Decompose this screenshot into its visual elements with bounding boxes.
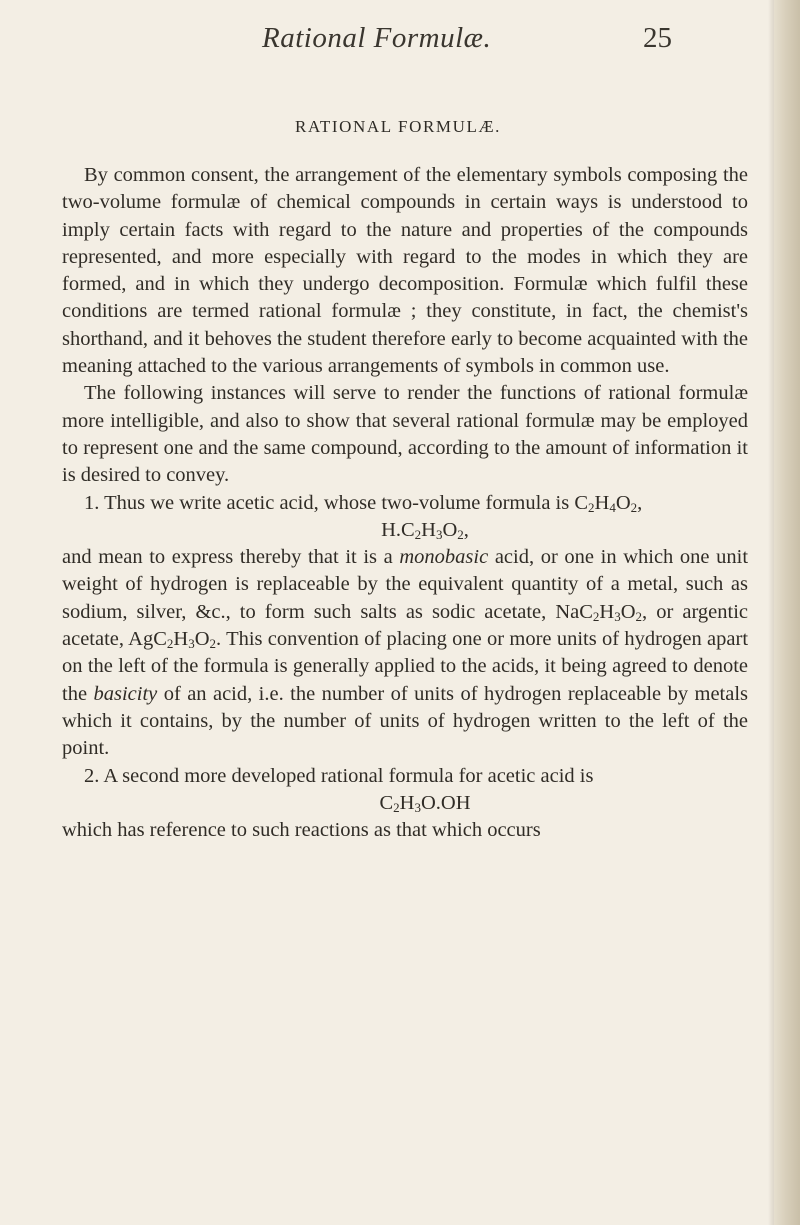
- running-head-title: Rational Formulæ.: [262, 22, 492, 54]
- paragraph-4: [62, 544, 748, 762]
- display-formula-2: $C_2H_3O.OH$: [379, 791, 471, 815]
- paragraph-3: [62, 490, 748, 517]
- paragraph-6: which has reference to such reactions as that which occurs: [62, 819, 541, 842]
- body-text: [62, 162, 748, 844]
- paragraph-3-text: 1. Thus we write acetic acid, whose two-volume formula is: [84, 491, 570, 514]
- paragraph-2: The following instances will serve to render the functions of rational formulæ more intelligible, and also to show that several rational formulæ may be employed to represent one and the same compound, according to the amount of information it is desired to convey.: [62, 382, 748, 487]
- page-edge: [774, 0, 800, 1225]
- inline-formula: $C_2H_4O_2$,: [574, 491, 643, 515]
- section-heading: RATIONAL FORMULÆ.: [295, 117, 502, 136]
- paragraph-4-text-c: of an acid, i.e. the number of units of hydrogen replaceable by metals which it contains, by the number of units of hydrogen written to the left of the point.: [62, 682, 749, 760]
- paragraph-1: By common consent, the arrangement of the elementary symbols composing the two-volume formulæ of chemical compounds in certain ways is understood to imply certain facts with regard to the nature and properties of the compounds represented, and more especially with regard to the modes in which they are formed, and in which they undergo decomposition. Formulæ which fulfil these conditions are termed rational formulæ ; they constitute, in fact, the chemist's shorthand, and it behoves the student therefore early to become acquainted with the meaning attached to the various arrangements of symbols in common use.: [62, 164, 748, 378]
- paragraph-4-text-b: acid, or one in which one unit weight of hydrogen is replaceable by the equivalent quantity of a metal, such as sodium, silver, &c., to form such salts as sodic acetate, $NaC_2H_3O_2$, or argentic acetate, $AgC_2H_3O_2$. This convention of placing one or more units of hydrogen apart on the left of the formula is generally applied to the acids, it being agreed to denote the: [62, 546, 749, 705]
- page-number: 25: [643, 22, 672, 54]
- paragraph-4-text-a: and mean to express thereby that it is a: [62, 546, 393, 569]
- emphasis-monobasic: monobasic: [399, 546, 489, 569]
- display-formula-1: $H.C_2H_3O_2$,: [381, 518, 469, 542]
- paragraph-5: 2. A second more developed rational formula for acetic acid is: [84, 764, 594, 787]
- emphasis-basicity: basicity: [93, 682, 158, 705]
